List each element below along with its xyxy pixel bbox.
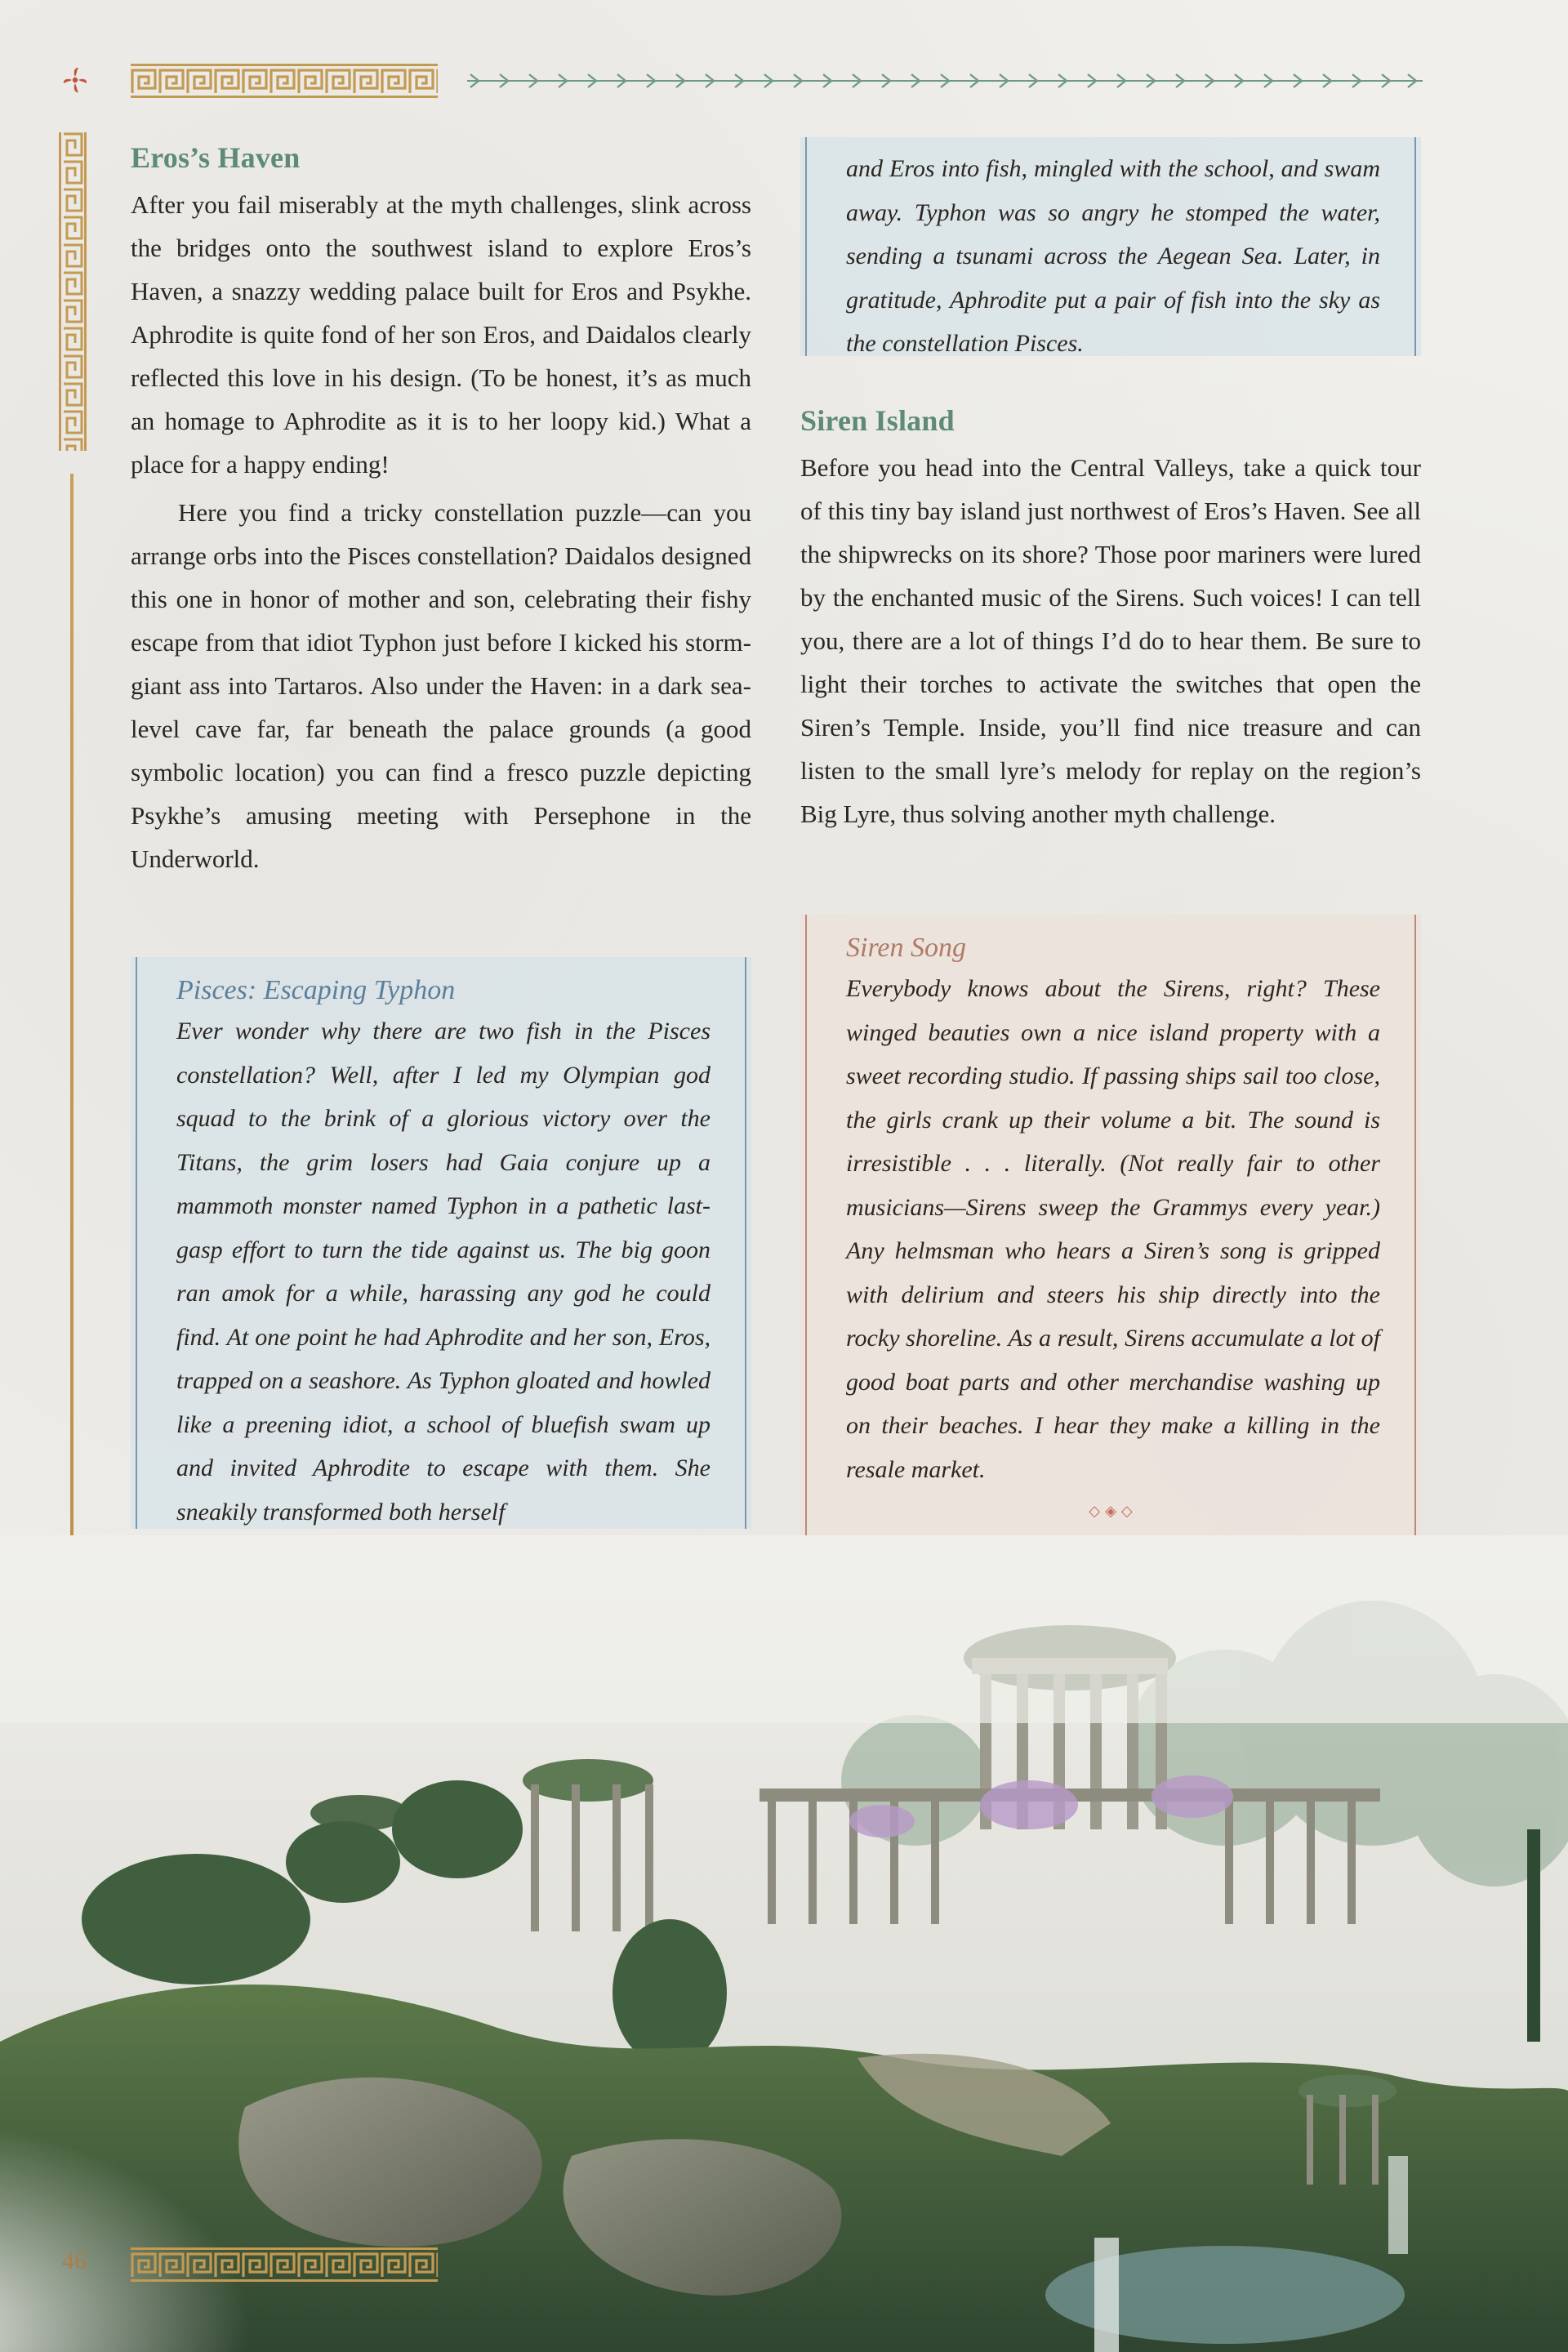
siren-song-text: Everybody knows about the Sirens, right? These winged beauties own a nice island property with a sweet recording studio. If passing ships sail too close, the girls crank up their volume a bit. The sound is irresistible . . . literally. (Not really fair to other musicians—Sirens sweep the Grammys every year.) Any helmsman who hears a Siren’s song is gripped with delirium and steers his ship directly into the rocky shoreline. As a result, Sirens accumulate a lot of good boat parts and other merchandise washing up on their beaches. I hear they make a killing in the resale market. — [846, 975, 1380, 1483]
siren-island-section — [800, 403, 1421, 835]
eros-haven-illustration — [0, 1535, 1568, 2352]
pisces-sidebar-continued — [800, 137, 1421, 356]
arrow-chain-ornament — [467, 70, 1423, 91]
greek-key-border-bottom — [131, 2247, 438, 2282]
sidebar-rule-left — [136, 957, 137, 1529]
diamond-end-mark-icon: ◇◈◇ — [1089, 1503, 1138, 1519]
greek-key-border-top — [131, 64, 438, 98]
sidebar-rule-left — [805, 915, 807, 1552]
page-number: 46 — [62, 2247, 87, 2274]
left-column — [131, 140, 751, 880]
siren-island-paragraph: Before you head into the Central Valleys, take a quick tour of this tiny bay island just northwest of Eros’s Haven. See all the shipwrecks on its shore? Those poor mariners were lured by the enchanted music of the Sirens. Such voices! I can tell you, there are a lot of things I’d do to hear them. Be sure to light their torches to activate the switches that open the Siren’s Temple. Inside, you’ll find nice treasure and can listen to the small lyre’s melody for replay on the region’s Big Lyre, thus solving another myth challenge. — [800, 453, 1421, 828]
greek-key-border-left-top — [59, 132, 87, 451]
eros-haven-paragraph-1: After you fail miserably at the myth challenges, slink across the bridges onto the southwest island to explore Eros’s Haven, a snazzy wedding palace built for Eros and Psykhe. Aphrodite is quite fond of her son Eros, and Daidalos clearly reflected this love in his design. (To be honest, it’s as much an homage to Aphrodite as it is to her loopy kid.) What a place for a happy ending! — [131, 190, 751, 479]
pisces-sidebar-text-continued: and Eros into fish, mingled with the school, and swam away. Typhon was so angry he stomped the water, sending a tsunami across the Aegean Sea. Later, in gratitude, Aphrodite put a pair of fish into the sky as the constellation Pisces. — [846, 155, 1380, 357]
sidebar-rule-right — [1414, 137, 1416, 356]
siren-song-title: Siren Song — [846, 933, 967, 963]
eros-haven-heading: Eros’s Haven — [131, 141, 301, 174]
siren-song-sidebar — [800, 915, 1421, 1552]
sidebar-rule-left — [805, 137, 807, 356]
pisces-sidebar-title: Pisces: Escaping Typhon — [176, 975, 456, 1005]
fleur-icon — [59, 64, 91, 96]
siren-island-heading: Siren Island — [800, 404, 955, 437]
pisces-sidebar-text: Ever wonder why there are two fish in the Pisces constellation? Well, after I led my Olympian god squad to the brink of a glorious victory over the Titans, the grim losers had Gaia conjure up a mammoth monster named Typhon in a pathetic last-gasp effort to turn the tide against us. The big goon ran amok for a while, harassing any god he could find. At one point he had Aphrodite and her son, Eros, trapped on a seashore. As Typhon gloated and howled like a preening idiot, a school of bluefish swam up and invited Aphrodite to escape with them. She sneakily transformed both herself — [176, 1018, 710, 1526]
sidebar-rule-right — [1414, 915, 1416, 1552]
eros-haven-paragraph-2: Here you find a tricky constellation puzzle—can you arrange orbs into the Pisces constellation? Daidalos designed this one in honor of mother and son, celebrating their fishy escape from that idiot Typhon just before I kicked his storm-giant ass into Tartaros. Also under the Haven: in a dark sea-level cave far, far beneath the palace grounds (a good symbolic location) you can find a fresco puzzle depicting Psykhe’s amusing meeting with Persephone in the Underworld. — [131, 498, 751, 873]
sidebar-rule-right — [745, 957, 746, 1529]
pisces-sidebar — [131, 957, 751, 1529]
